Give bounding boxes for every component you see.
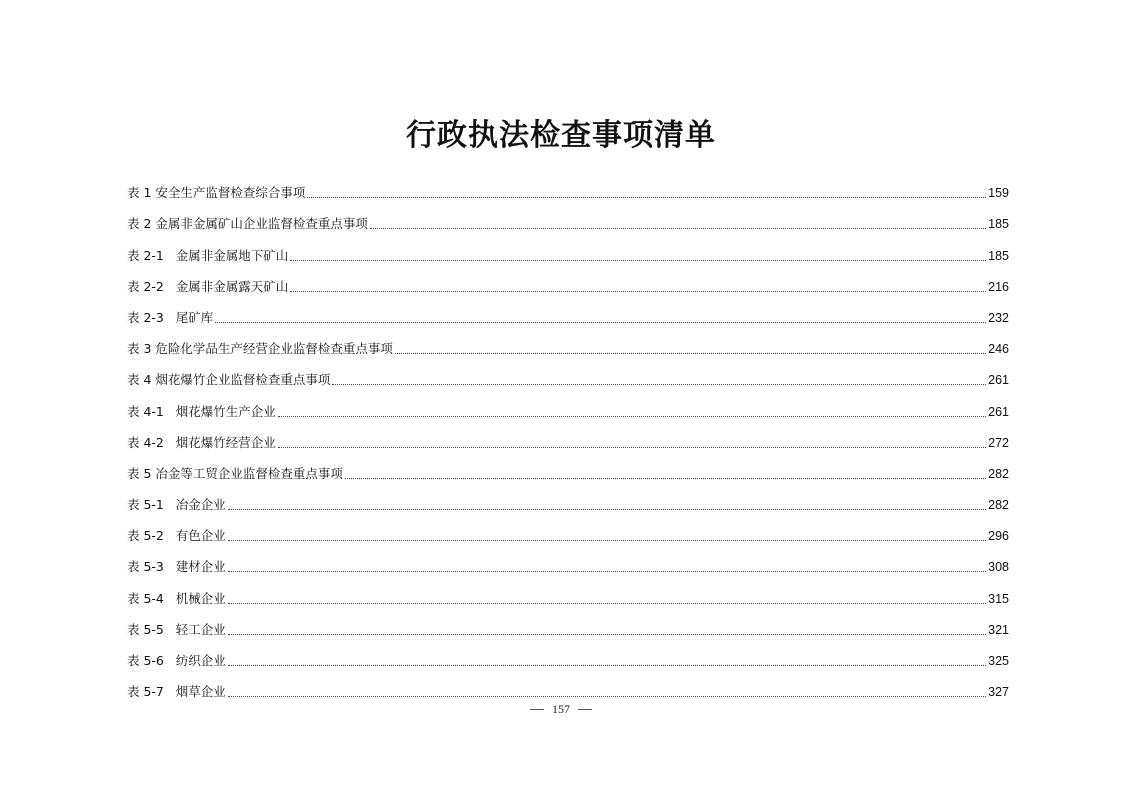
footer-dash-right [578,709,592,710]
toc-entry-page: 327 [988,685,1009,700]
toc-entry-label: 表 5-3 建材企业 [127,559,226,575]
dot-leader [228,664,986,666]
toc-entry-label: 表 4 烟花爆竹企业监督检查重点事项 [127,372,331,388]
toc-entry-page: 315 [988,591,1009,606]
toc-entry[interactable] [127,359,1009,390]
toc-entry[interactable] [127,515,1009,546]
toc-entry-page: 272 [988,435,1009,450]
page-footer [0,702,1122,717]
dot-leader [395,352,986,354]
toc-entry-label: 表 4-1 烟花爆竹生产企业 [127,403,276,419]
toc-entry-label: 表 5-7 烟草企业 [127,684,226,700]
dot-leader [228,602,986,604]
dot-leader [290,259,986,261]
toc-entry-page: 185 [988,248,1009,263]
toc-entry-page: 296 [988,529,1009,544]
toc-entry[interactable] [127,671,1009,702]
toc-entry[interactable] [127,266,1009,297]
toc-entry-page: 282 [988,466,1009,481]
toc-entry-label: 表 2-2 金属非金属露天矿山 [127,278,289,294]
toc-entry-label: 表 5-4 机械企业 [127,590,226,606]
dot-leader [370,227,986,229]
dot-leader [215,321,986,323]
toc-entry[interactable] [127,609,1009,640]
toc-entry-label: 表 5-1 冶金企业 [127,497,226,513]
toc-entry-page: 261 [988,373,1009,388]
toc-entry[interactable] [127,390,1009,421]
dot-leader [278,415,986,417]
page-title: 行政执法检查事项清单 [406,118,716,153]
dot-leader [228,695,986,697]
toc-entry[interactable] [127,203,1009,234]
toc-entry-page: 325 [988,654,1009,668]
toc-entry-label: 表 5 冶金等工贸企业监督检查重点事项 [127,465,343,481]
dot-leader [307,196,986,198]
toc-entry-label: 表 5-6 纺织企业 [127,653,226,668]
toc-entry-page: 216 [988,279,1009,294]
toc-entry-label: 表 2-3 尾矿库 [127,309,214,325]
toc-entry-page: 159 [988,186,1009,201]
toc-entry[interactable] [127,328,1009,359]
toc-entry-page: 232 [988,310,1009,325]
dot-leader [228,570,986,572]
dot-leader [332,383,986,385]
toc-entry-label: 表 2-1 金属非金属地下矿山 [127,247,289,263]
toc-entry-label: 表 1 安全生产监督检查综合事项 [127,185,306,201]
toc-entry-page: 321 [988,622,1009,637]
toc-entry-label: 表 4-2 烟花爆竹经营企业 [127,434,276,450]
dot-leader [345,477,986,479]
toc-entry-label: 表 3 危险化学品生产经营企业监督检查重点事项 [127,341,393,357]
toc-entry-page: 308 [988,560,1009,575]
toc-entry[interactable] [127,577,1009,608]
toc-entry-page: 185 [988,217,1009,232]
dot-leader [278,446,986,448]
toc-entry[interactable] [127,453,1009,484]
toc-entry-label: 表 5-2 有色企业 [127,528,226,544]
toc-entry[interactable] [127,546,1009,577]
toc-entry[interactable] [127,234,1009,265]
dot-leader [290,290,986,292]
toc-entry[interactable] [127,297,1009,328]
toc-entry[interactable] [127,484,1009,515]
toc-entry-page: 282 [988,498,1009,513]
footer-dash-left [530,709,544,710]
toc-entry[interactable] [127,422,1009,453]
toc-entry[interactable] [127,172,1009,203]
page-number: 157 [552,702,570,716]
toc-entry-label: 表 2 金属非金属矿山企业监督检查重点事项 [127,216,368,232]
toc-entry-page: 261 [988,404,1009,419]
toc-entry-label: 表 5-5 轻工企业 [127,621,226,637]
dot-leader [228,508,986,510]
dot-leader [228,633,986,635]
table-of-contents [127,172,1009,702]
toc-entry[interactable] [127,640,1009,671]
toc-entry-page: 246 [988,342,1009,357]
dot-leader [228,539,986,541]
